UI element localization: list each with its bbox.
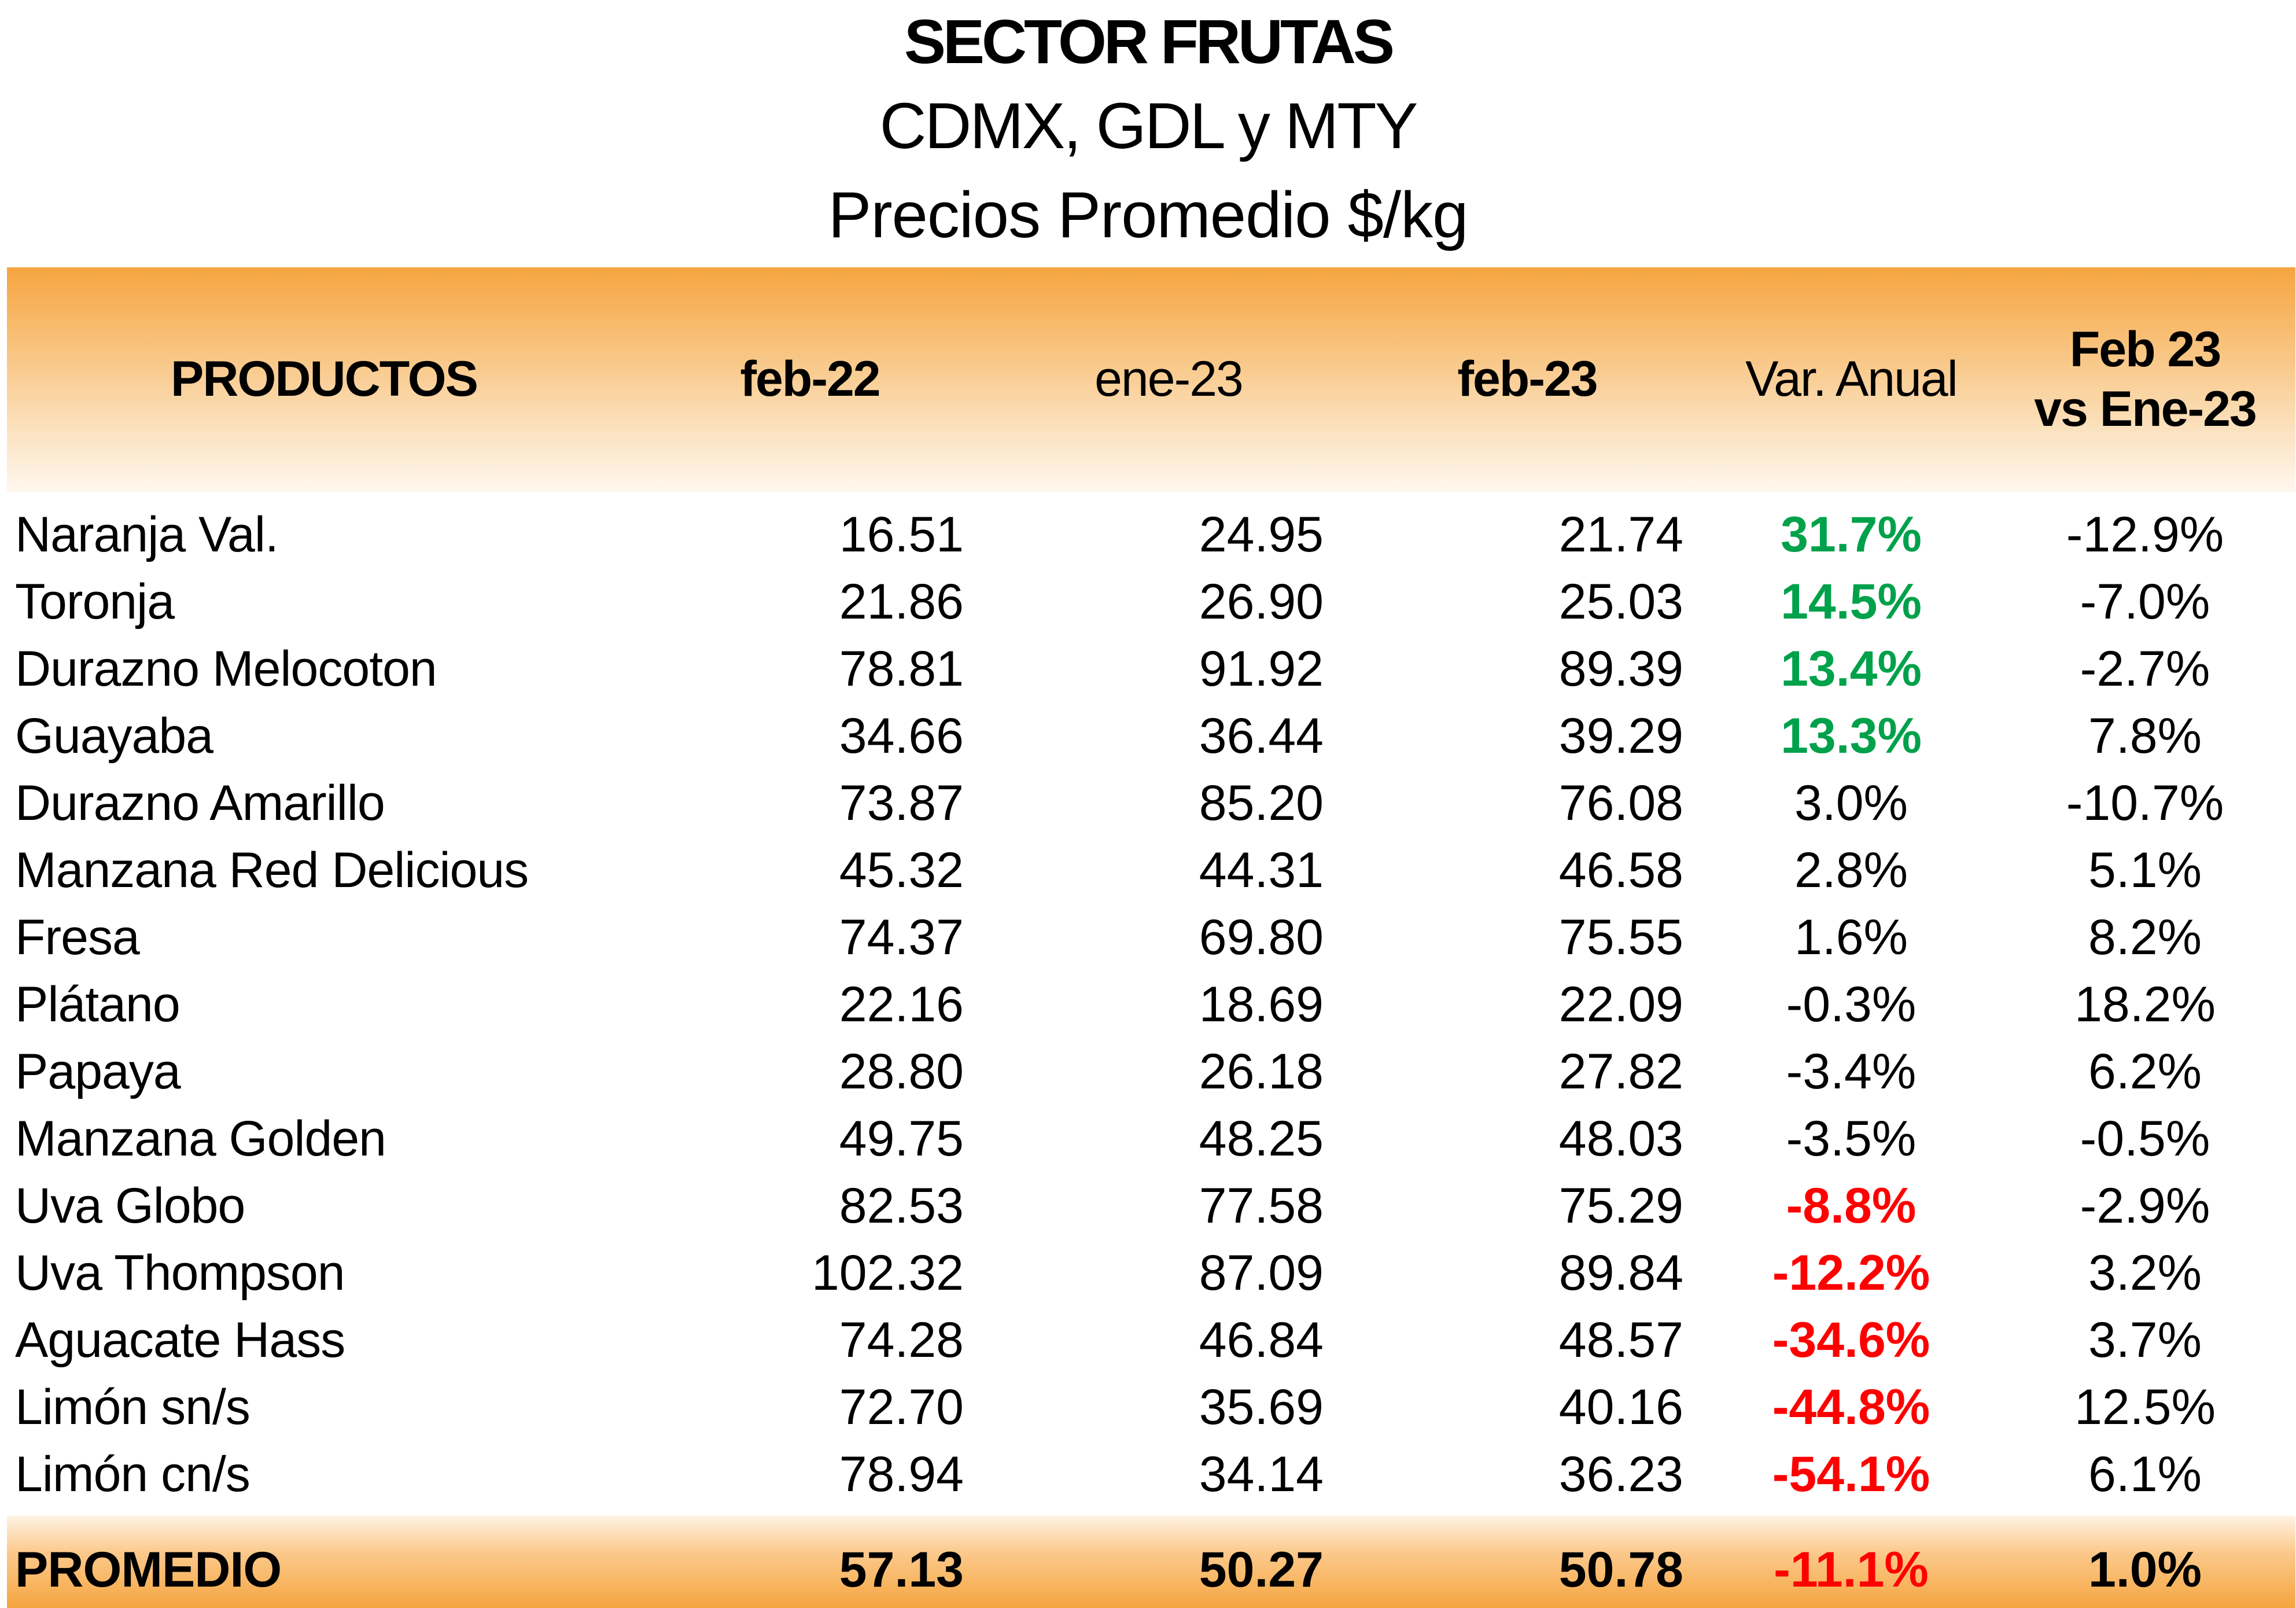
- header-feb-vs-ene-line1: Feb 23: [2069, 321, 2221, 377]
- page-subtitle-region: CDMX, GDL y MTY: [879, 90, 1417, 162]
- table-row: [0, 971, 2296, 1038]
- value-var-anual: 13.4%: [1781, 641, 1922, 697]
- value-ene23: 36.44: [1199, 708, 1324, 764]
- page-subtitle-units: Precios Promedio $/kg: [828, 179, 1468, 251]
- product-name: Toronja: [15, 574, 175, 630]
- value-feb22: 45.32: [839, 842, 964, 898]
- value-feb22: 78.94: [839, 1447, 964, 1502]
- value-feb-vs-ene: 5.1%: [2088, 842, 2202, 898]
- value-feb-vs-ene: -2.9%: [2080, 1178, 2210, 1234]
- table-row: [0, 568, 2296, 635]
- value-feb22: 102.32: [811, 1245, 964, 1301]
- value-feb-vs-ene: -10.7%: [2066, 775, 2224, 831]
- product-name: Naranja Val.: [15, 507, 278, 562]
- value-feb23: 39.29: [1558, 708, 1683, 764]
- product-name: Durazno Melocoton: [15, 641, 437, 697]
- value-feb-vs-ene: 18.2%: [2074, 977, 2216, 1032]
- value-ene23: 46.84: [1199, 1312, 1324, 1368]
- page-title: SECTOR FRUTAS: [904, 6, 1392, 76]
- average-feb22: 57.13: [839, 1542, 964, 1598]
- average-ene23: 50.27: [1199, 1542, 1324, 1598]
- table-row: [0, 1038, 2296, 1105]
- value-feb22: 16.51: [839, 507, 964, 562]
- header-productos: PRODUCTOS: [171, 351, 477, 407]
- value-feb23: 76.08: [1558, 775, 1683, 831]
- value-var-anual: -54.1%: [1772, 1447, 1930, 1502]
- value-ene23: 77.58: [1199, 1178, 1324, 1234]
- product-name: Uva Globo: [15, 1178, 245, 1234]
- value-feb23: 46.58: [1558, 842, 1683, 898]
- product-name: Fresa: [15, 910, 139, 965]
- value-feb-vs-ene: -12.9%: [2066, 507, 2224, 562]
- value-feb23: 36.23: [1558, 1447, 1683, 1502]
- value-ene23: 26.18: [1199, 1044, 1324, 1099]
- value-var-anual: 31.7%: [1781, 507, 1922, 562]
- header-feb23: feb-23: [1457, 351, 1597, 407]
- value-feb-vs-ene: 7.8%: [2088, 708, 2202, 764]
- value-feb22: 21.86: [839, 574, 964, 630]
- value-ene23: 44.31: [1199, 842, 1324, 898]
- product-name: Limón sn/s: [15, 1379, 250, 1435]
- table-row: [0, 904, 2296, 971]
- value-ene23: 69.80: [1199, 910, 1324, 965]
- value-ene23: 91.92: [1199, 641, 1324, 697]
- value-var-anual: 14.5%: [1781, 574, 1922, 630]
- value-feb-vs-ene: -2.7%: [2080, 641, 2210, 697]
- product-name: Limón cn/s: [15, 1447, 250, 1502]
- average-var-anual: -11.1%: [1774, 1542, 1929, 1598]
- value-feb22: 34.66: [839, 708, 964, 764]
- value-feb22: 78.81: [839, 641, 964, 697]
- value-var-anual: 1.6%: [1794, 910, 1908, 965]
- product-name: Plátano: [15, 977, 180, 1032]
- value-feb23: 40.16: [1558, 1379, 1683, 1435]
- value-feb22: 49.75: [839, 1111, 964, 1167]
- table-row: [0, 702, 2296, 770]
- table-row: [0, 1239, 2296, 1307]
- value-var-anual: -3.4%: [1786, 1044, 1917, 1099]
- value-var-anual: 2.8%: [1794, 842, 1908, 898]
- value-ene23: 24.95: [1199, 507, 1324, 562]
- value-feb23: 25.03: [1558, 574, 1683, 630]
- table-row: [0, 1441, 2296, 1508]
- value-ene23: 48.25: [1199, 1111, 1324, 1167]
- product-name: Papaya: [15, 1044, 180, 1099]
- value-feb22: 72.70: [839, 1379, 964, 1435]
- value-feb-vs-ene: 6.1%: [2088, 1447, 2202, 1502]
- value-ene23: 34.14: [1199, 1447, 1324, 1502]
- value-feb23: 75.29: [1558, 1178, 1683, 1234]
- product-name: Aguacate Hass: [15, 1312, 345, 1368]
- value-feb23: 75.55: [1558, 910, 1683, 965]
- value-ene23: 85.20: [1199, 775, 1324, 831]
- value-feb-vs-ene: 3.7%: [2088, 1312, 2202, 1368]
- header-feb-vs-ene: [1971, 267, 2296, 492]
- table-row: [0, 770, 2296, 837]
- value-feb23: 89.84: [1558, 1245, 1683, 1301]
- value-feb23: 48.57: [1558, 1312, 1683, 1368]
- product-name: Guayaba: [15, 708, 213, 764]
- value-ene23: 35.69: [1199, 1379, 1324, 1435]
- average-label: PROMEDIO: [15, 1542, 282, 1598]
- value-feb-vs-ene: -0.5%: [2080, 1111, 2210, 1167]
- value-feb23: 22.09: [1558, 977, 1683, 1032]
- value-var-anual: -34.6%: [1772, 1312, 1930, 1368]
- value-var-anual: -12.2%: [1772, 1245, 1930, 1301]
- value-feb22: 74.37: [839, 910, 964, 965]
- value-feb22: 22.16: [839, 977, 964, 1032]
- product-name: Manzana Red Delicious: [15, 842, 529, 898]
- value-var-anual: 3.0%: [1794, 775, 1908, 831]
- value-var-anual: -44.8%: [1772, 1379, 1930, 1435]
- value-ene23: 18.69: [1199, 977, 1324, 1032]
- table-row: [0, 1307, 2296, 1374]
- table-row: [0, 837, 2296, 904]
- average-feb23: 50.78: [1558, 1542, 1683, 1598]
- average-row: [0, 1536, 2296, 1603]
- value-feb22: 74.28: [839, 1312, 964, 1368]
- value-feb22: 82.53: [839, 1178, 964, 1234]
- value-feb23: 21.74: [1558, 507, 1683, 562]
- header-ene23: ene-23: [1094, 351, 1243, 407]
- table-row: [0, 635, 2296, 702]
- value-feb-vs-ene: 8.2%: [2088, 910, 2202, 965]
- value-feb23: 27.82: [1558, 1044, 1683, 1099]
- value-var-anual: 13.3%: [1781, 708, 1922, 764]
- product-name: Manzana Golden: [15, 1111, 386, 1167]
- header-feb22: feb-22: [740, 351, 880, 407]
- value-ene23: 87.09: [1199, 1245, 1324, 1301]
- product-name: Durazno Amarillo: [15, 775, 385, 831]
- value-var-anual: -8.8%: [1786, 1178, 1917, 1234]
- table-row: [0, 1374, 2296, 1441]
- value-feb-vs-ene: 3.2%: [2088, 1245, 2202, 1301]
- value-ene23: 26.90: [1199, 574, 1324, 630]
- value-feb23: 48.03: [1558, 1111, 1683, 1167]
- value-var-anual: -3.5%: [1786, 1111, 1917, 1167]
- table-row: [0, 1105, 2296, 1172]
- value-var-anual: -0.3%: [1786, 977, 1917, 1032]
- average-feb-vs-ene: 1.0%: [2088, 1542, 2202, 1598]
- table-row: [0, 1172, 2296, 1239]
- value-feb-vs-ene: 12.5%: [2074, 1379, 2216, 1435]
- table-row: [0, 501, 2296, 568]
- header-feb-vs-ene-line2: vs Ene-23: [2034, 381, 2256, 437]
- value-feb22: 28.80: [839, 1044, 964, 1099]
- value-feb-vs-ene: 6.2%: [2088, 1044, 2202, 1099]
- product-name: Uva Thompson: [15, 1245, 345, 1301]
- value-feb-vs-ene: -7.0%: [2080, 574, 2210, 630]
- value-feb23: 89.39: [1558, 641, 1683, 697]
- header-var-anual: Var. Anual: [1745, 351, 1957, 407]
- value-feb22: 73.87: [839, 775, 964, 831]
